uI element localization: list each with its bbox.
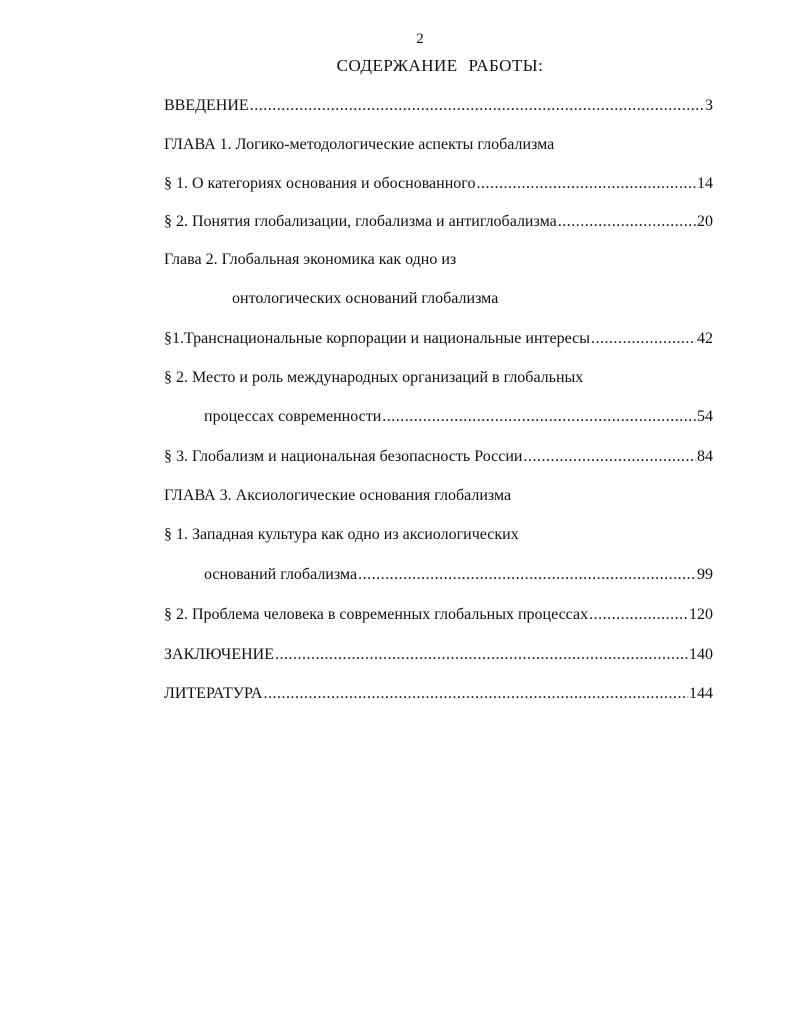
dot-leader xyxy=(250,96,704,116)
toc-entry-page: 140 xyxy=(689,646,713,663)
toc-entry-label: ЗАКЛЮЧЕНИЕ xyxy=(164,646,274,663)
toc-entry-label: процессах современности xyxy=(204,408,382,425)
toc-chapter-2-heading[interactable]: Глава 2. Глобальная экономика как одно из xyxy=(164,251,457,268)
toc-entry-ch3-s1[interactable]: § 1. Западная культура как одно из аксиологических xyxy=(164,526,519,543)
toc-entry-label: § 2. Понятия глобализации, глобализма и антиглобализма xyxy=(164,213,557,230)
toc-entry-ch2-s2[interactable]: § 2. Место и роль международных организаций в глобальных xyxy=(164,369,584,386)
toc-entry-label: оснований глобализма xyxy=(204,566,358,583)
toc-entry-conclusion[interactable] xyxy=(164,645,713,665)
dot-leader xyxy=(263,684,688,704)
dot-leader xyxy=(523,447,696,467)
toc-entry-page: 120 xyxy=(689,606,713,623)
toc-entry-label: § 3. Глобализм и национальная безопасность России xyxy=(164,448,523,465)
dot-leader xyxy=(382,407,696,427)
toc-entry-label: § 2. Проблема человека в современных глобальных процессах xyxy=(164,606,589,623)
toc-entry-page: 54 xyxy=(697,408,713,425)
toc-entry-label: § 1. О категориях основания и обоснованного xyxy=(164,175,476,192)
toc-title: СОДЕРЖАНИЕ РАБОТЫ: xyxy=(336,56,544,75)
toc-entry-ch2-s2-continued[interactable] xyxy=(204,407,713,427)
dot-leader xyxy=(275,645,688,665)
toc-entry-ch3-s1-continued[interactable] xyxy=(204,565,713,585)
toc-entry-page: 144 xyxy=(689,685,713,702)
toc-entry-page: 84 xyxy=(697,448,713,465)
toc-entry-label: ЛИТЕРАТУРА xyxy=(164,685,263,702)
toc-entry-page: 3 xyxy=(705,97,713,114)
dot-leader xyxy=(558,212,696,232)
toc-entry-ch2-s3[interactable] xyxy=(164,447,713,467)
toc-chapter-3-heading[interactable]: ГЛАВА 3. Аксиологические основания глобализма xyxy=(164,487,512,504)
toc-entry-introduction[interactable] xyxy=(164,96,713,116)
dot-leader xyxy=(589,605,688,625)
page-number: 2 xyxy=(416,31,424,47)
dot-leader xyxy=(476,174,696,194)
toc-entry-page: 99 xyxy=(697,566,713,583)
toc-entry-ch1-s2[interactable] xyxy=(164,212,713,232)
dot-leader xyxy=(591,329,696,349)
toc-entry-literature[interactable] xyxy=(164,684,713,704)
toc-entry-page: 42 xyxy=(697,330,713,347)
toc-entry-label: ВВЕДЕНИЕ xyxy=(164,97,249,114)
toc-entry-page: 20 xyxy=(697,213,713,230)
toc-chapter-1-heading[interactable]: ГЛАВА 1. Логико-методологические аспекты глобализма xyxy=(164,136,555,153)
toc-chapter-2-heading-continued[interactable]: онтологических оснований глобализма xyxy=(232,290,499,307)
toc-entry-ch2-s1[interactable] xyxy=(164,329,713,349)
toc-entry-ch3-s2[interactable] xyxy=(164,605,713,625)
dot-leader xyxy=(358,565,696,585)
toc-entry-ch1-s1[interactable] xyxy=(164,174,713,194)
toc-entry-page: 14 xyxy=(697,175,713,192)
toc-entry-label: §1.Транснациональные корпорации и национальные интересы xyxy=(164,330,590,347)
